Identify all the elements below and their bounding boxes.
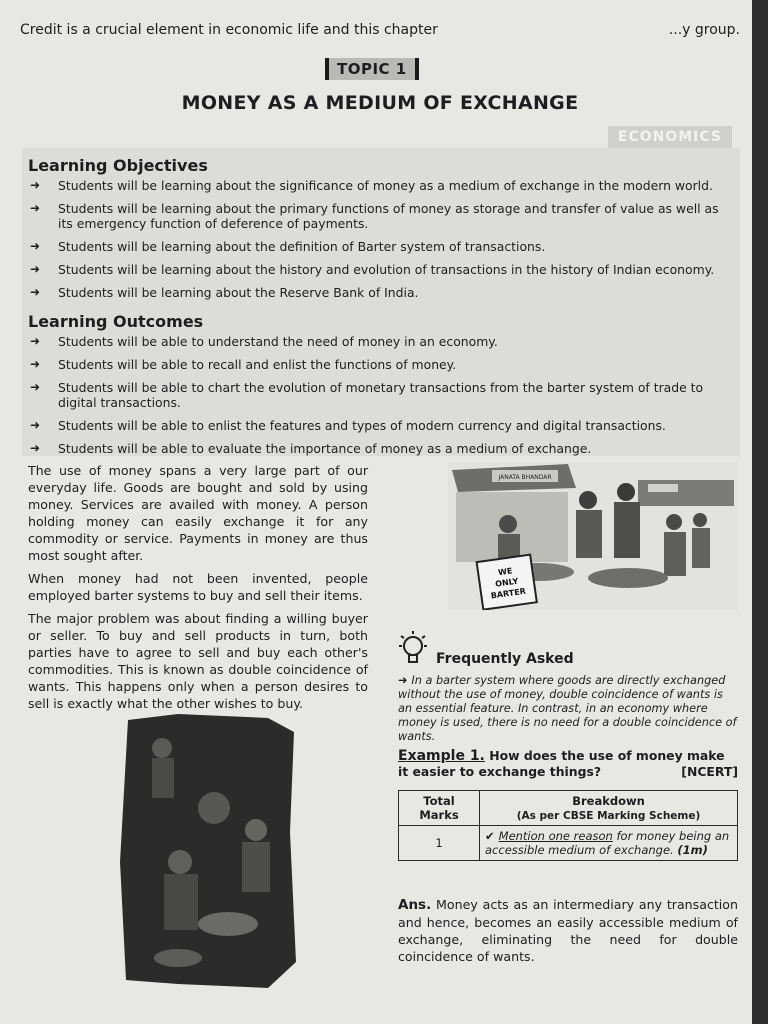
arrow-bullet-icon: ➜ (30, 418, 41, 432)
list-item: ➜ Students will be able to enlist the features and types of modern currency and digital transactions. (30, 418, 666, 433)
arrow-bullet-icon: ➜ (30, 201, 41, 215)
body-paragraph: The use of money spans a very large part of our everyday life. Goods are bought and sold by using money. Services are availed with money. A person holding money can easily exchange it for any commodity or service. Payments in money are thus most sought after. (28, 463, 368, 563)
table-header-row (399, 791, 738, 826)
list-item: ➜ Students will be learning about the history and evolution of transactions in the history of Indian economy. (30, 262, 715, 277)
example-question (398, 748, 738, 780)
list-item: ➜ Students will be learning about the definition of Barter system of transactions. (30, 239, 546, 254)
arrow-bullet-icon: ➜ (30, 262, 41, 276)
page-title: MONEY AS A MEDIUM OF EXCHANGE (181, 92, 579, 114)
list-item: ➜ Students will be learning about the primary functions of money as storage and transfer of value as well as its emergency function of deference of payments. (30, 201, 719, 231)
table-header-total-marks: Total Marks (399, 791, 480, 826)
learning-objectives-heading: Learning Objectives (28, 156, 208, 175)
example-label: Example 1. (398, 748, 485, 764)
frequently-asked-text: ➜ In a barter system where goods are directly exchanged without the use of money, double coincidence of wants is an essential feature. In contrast, in an economy where money is used, there is no need for a double coincidence of wants. (398, 674, 737, 743)
breakdown-cell: ✔ Mention one reason for money being an accessible medium of exchange. (1m) (480, 826, 738, 861)
learning-objectives-list (30, 178, 736, 308)
barter-market-illustration (448, 462, 738, 610)
marks-cell: 1 (399, 826, 480, 861)
example-question-text: How does the use of money make it easier to exchange things? (398, 748, 725, 779)
list-item: ➜ Students will be able to understand the need of money in an economy. (30, 334, 498, 349)
top-left-text: Credit is a crucial element in economic life and this chapter (20, 22, 438, 38)
learning-outcomes-list (30, 334, 736, 464)
top-right-text: ...y group. (668, 22, 740, 38)
body-paragraph: The major problem was about finding a willing buyer or seller. To buy and sell products in turn, both parties have to agree to sell and buy each other's commodities. This is known as double coincidence of wants. This happens only when a person desires to sell is exactly what the other wishes to buy. (28, 611, 368, 711)
source-tag: [NCERT] (681, 764, 738, 779)
table-header-breakdown: Breakdown (As per CBSE Marking Scheme) (480, 791, 738, 826)
frequently-asked-heading: Frequently Asked (436, 651, 574, 667)
table-row (399, 826, 738, 861)
watermark-label: ECONOMICS (608, 126, 732, 148)
answer-block (398, 896, 738, 965)
check-icon: ✔ (485, 829, 499, 843)
arrow-bullet-icon: ➜ (398, 674, 412, 687)
historical-barter-photo (118, 712, 298, 990)
arrow-bullet-icon: ➜ (30, 334, 41, 348)
list-item: ➜ Students will be able to recall and enlist the functions of money. (30, 357, 457, 372)
shop-sign-text: JANATA BHANDAR (498, 474, 552, 481)
answer-label: Ans. (398, 897, 432, 913)
list-item: ➜ Students will be learning about the Reserve Bank of India. (30, 285, 419, 300)
arrow-bullet-icon: ➜ (30, 441, 41, 455)
arrow-bullet-icon: ➜ (30, 357, 41, 371)
arrow-bullet-icon: ➜ (30, 380, 41, 394)
body-text-column (28, 462, 368, 718)
lightbulb-icon (398, 630, 428, 670)
list-item: ➜ Students will be able to chart the evolution of monetary transactions from the barter system of trade to digital transactions. (30, 380, 704, 410)
arrow-bullet-icon: ➜ (30, 285, 41, 299)
list-item: ➜ Students will be able to evaluate the importance of money as a medium of exchange. (30, 441, 592, 456)
arrow-bullet-icon: ➜ (30, 178, 41, 192)
barter-sign-line-3: BARTER (490, 586, 527, 601)
body-paragraph: When money had not been invented, people employed barter systems to buy and sell their items. (28, 571, 368, 603)
barter-sign-line-1: WE (497, 566, 513, 578)
marking-scheme-table (398, 790, 738, 861)
learning-outcomes-heading: Learning Outcomes (28, 312, 204, 331)
page-edge-shadow (752, 0, 768, 1024)
topic-badge: TOPIC 1 (325, 58, 419, 80)
list-item: ➜ Students will be learning about the significance of money as a medium of exchange in the modern world. (30, 178, 713, 193)
barter-sign-line-2: ONLY (494, 576, 519, 589)
answer-text: Money acts as an intermediary any transaction and hence, becomes an easily accessible medium of exchange, eliminating the need for double coincidence of wants. (398, 897, 738, 964)
arrow-bullet-icon: ➜ (30, 239, 41, 253)
top-running-text (20, 22, 740, 38)
